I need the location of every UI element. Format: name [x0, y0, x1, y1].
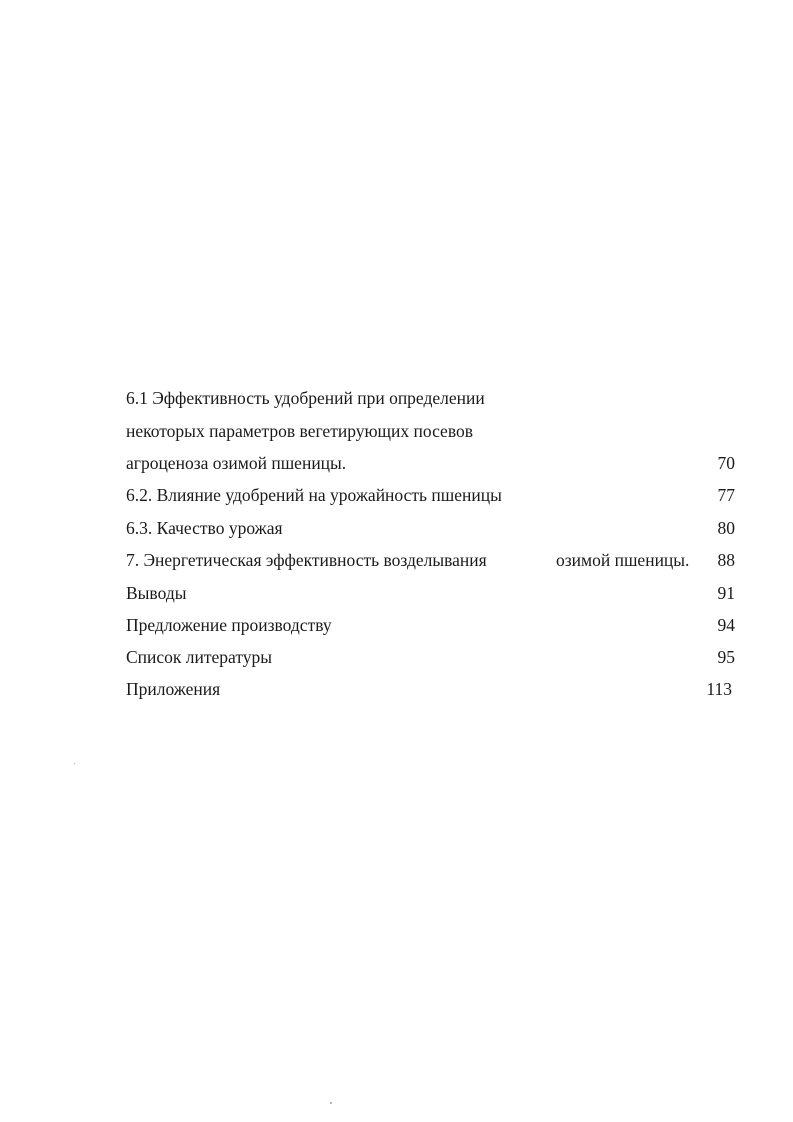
toc-entry-conclusions	[126, 580, 735, 606]
toc-page-number: 113	[706, 679, 732, 699]
toc-entry-6-1-line-1	[126, 385, 735, 411]
toc-entry-recommendations	[126, 612, 735, 638]
toc-entry-title: некоторых параметров вегетирующих посевов	[126, 421, 473, 441]
toc-entry-6-1-line-3	[126, 450, 735, 476]
toc-page-number: 91	[717, 583, 735, 603]
scan-speck	[330, 1102, 332, 1104]
toc-entry-6-2	[126, 482, 735, 508]
toc-entry-6-3	[126, 515, 735, 541]
toc-page-number: 70	[717, 453, 735, 473]
toc-entry-title: 6.3. Качество урожая	[126, 518, 283, 538]
toc-page-number: 77	[717, 485, 735, 505]
scan-speck	[74, 763, 75, 764]
toc-entry-title: Выводы	[126, 583, 187, 603]
toc-entry-title: агроценоза озимой пшеницы.	[126, 453, 347, 473]
toc-entry-title: Приложения	[126, 679, 221, 699]
toc-entry-7	[126, 547, 735, 573]
toc-entry-title: 7. Энергетическая эффективность возделывания	[126, 550, 487, 570]
toc-entry-title: Предложение производству	[126, 615, 332, 635]
toc-page-number: 94	[717, 615, 735, 635]
toc-page-number: 88	[717, 550, 735, 570]
toc-entry-6-1-line-2	[126, 418, 735, 444]
toc-entry-title: 6.1 Эффективность удобрений при определении	[126, 388, 485, 408]
toc-entry-title-continued: озимой пшеницы.	[556, 550, 690, 570]
toc-entry-appendices	[126, 676, 735, 702]
toc-entry-title: 6.2. Влияние удобрений на урожайность пшеницы	[126, 485, 502, 505]
toc-entry-references	[126, 644, 735, 670]
toc-entry-title: Список литературы	[126, 647, 273, 667]
toc-page-number: 95	[717, 647, 735, 667]
toc-page-number: 80	[717, 518, 735, 538]
